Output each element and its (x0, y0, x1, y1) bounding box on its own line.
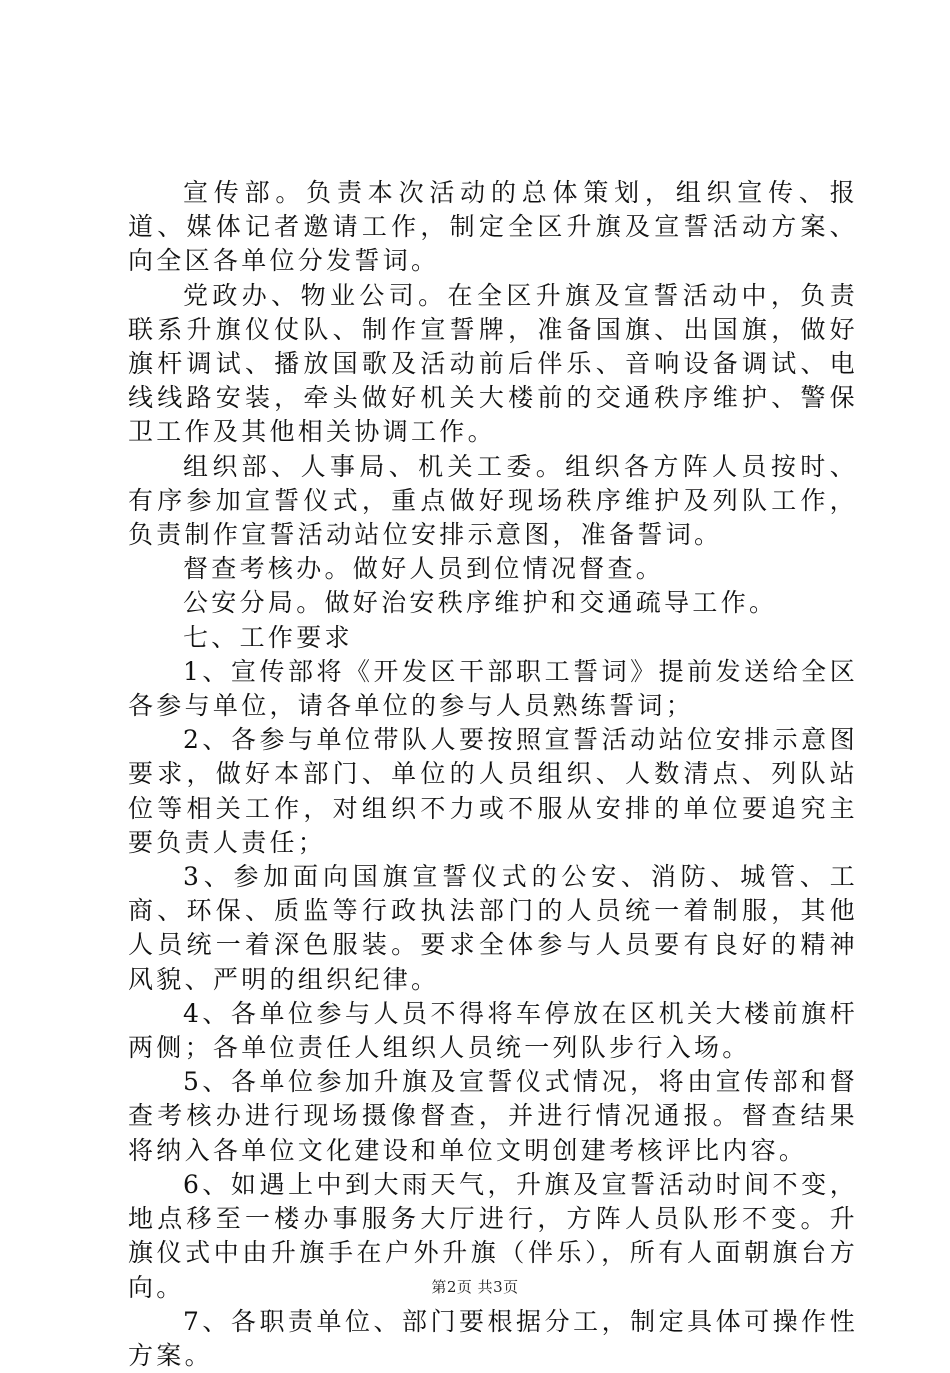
paragraph-party-office: 党政办、物业公司。在全区升旗及宣誓活动中，负责联系升旗仪仗队、制作宣誓牌，准备国旗、出国旗，做好旗杆调试、播放国歌及活动前后伴乐、音响设备调试、电线线路安装，牵头做好机关大楼前的交通秩序维护、警保卫工作及其他相关协调工作。 (128, 280, 858, 447)
section-heading-work-requirements: 七、工作要求 (183, 622, 353, 652)
paragraph-public-security: 公安分局。做好治安秩序维护和交通疏导工作。 (183, 588, 778, 618)
requirement-item-5: 5、各单位参加升旗及宣誓仪式情况，将由宣传部和督查考核办进行现场摄像督查，并进行情况通报。督查结果将纳入各单位文化建设和单位文明创建考核评比内容。 (128, 1067, 858, 1165)
requirement-item-2: 2、各参与单位带队人要按照宣誓活动站位安排示意图要求，做好本部门、单位的人员组织、人数清点、列队站位等相关工作，对组织不力或不服从安排的单位要追究主要负责人责任； (128, 725, 858, 857)
requirement-item-3: 3、参加面向国旗宣誓仪式的公安、消防、城管、工商、环保、质监等行政执法部门的人员统一着制服，其他人员统一着深色服装。要求全体参与人员要有良好的精神风貌、严明的组织纪律。 (128, 862, 858, 994)
page-number-footer: 第2页 共3页 (431, 1278, 519, 1296)
requirement-item-1: 1、宣传部将《开发区干部职工誓词》提前发送给全区各参与单位，请各单位的参与人员熟练誓词； (128, 656, 858, 721)
requirement-item-4: 4、各单位参与人员不得将车停放在区机关大楼前旗杆两侧；各单位责任人组织人员统一列队步行入场。 (128, 998, 858, 1063)
requirement-item-6: 6、如遇上中到大雨天气，升旗及宣誓活动时间不变，地点移至一楼办事服务大厅进行，方阵人员队形不变。升旗仪式中由升旗手在户外升旗（伴乐），所有人面朝旗台方向。 (128, 1169, 858, 1302)
paragraph-organization-dept: 组织部、人事局、机关工委。组织各方阵人员按时、有序参加宣誓仪式，重点做好现场秩序维护及列队工作，负责制作宣誓活动站位安排示意图，准备誓词。 (128, 451, 858, 550)
paragraph-publicity-dept: 宣传部。负责本次活动的总体策划，组织宣传、报道、媒体记者邀请工作，制定全区升旗及宣誓活动方案、向全区各单位分发誓词。 (128, 178, 858, 276)
document-body (128, 176, 858, 1373)
requirement-item-7: 7、各职责单位、部门要根据分工，制定具体可操作性方案。 (128, 1306, 858, 1370)
paragraph-inspection-office: 督查考核办。做好人员到位情况督查。 (183, 554, 665, 584)
